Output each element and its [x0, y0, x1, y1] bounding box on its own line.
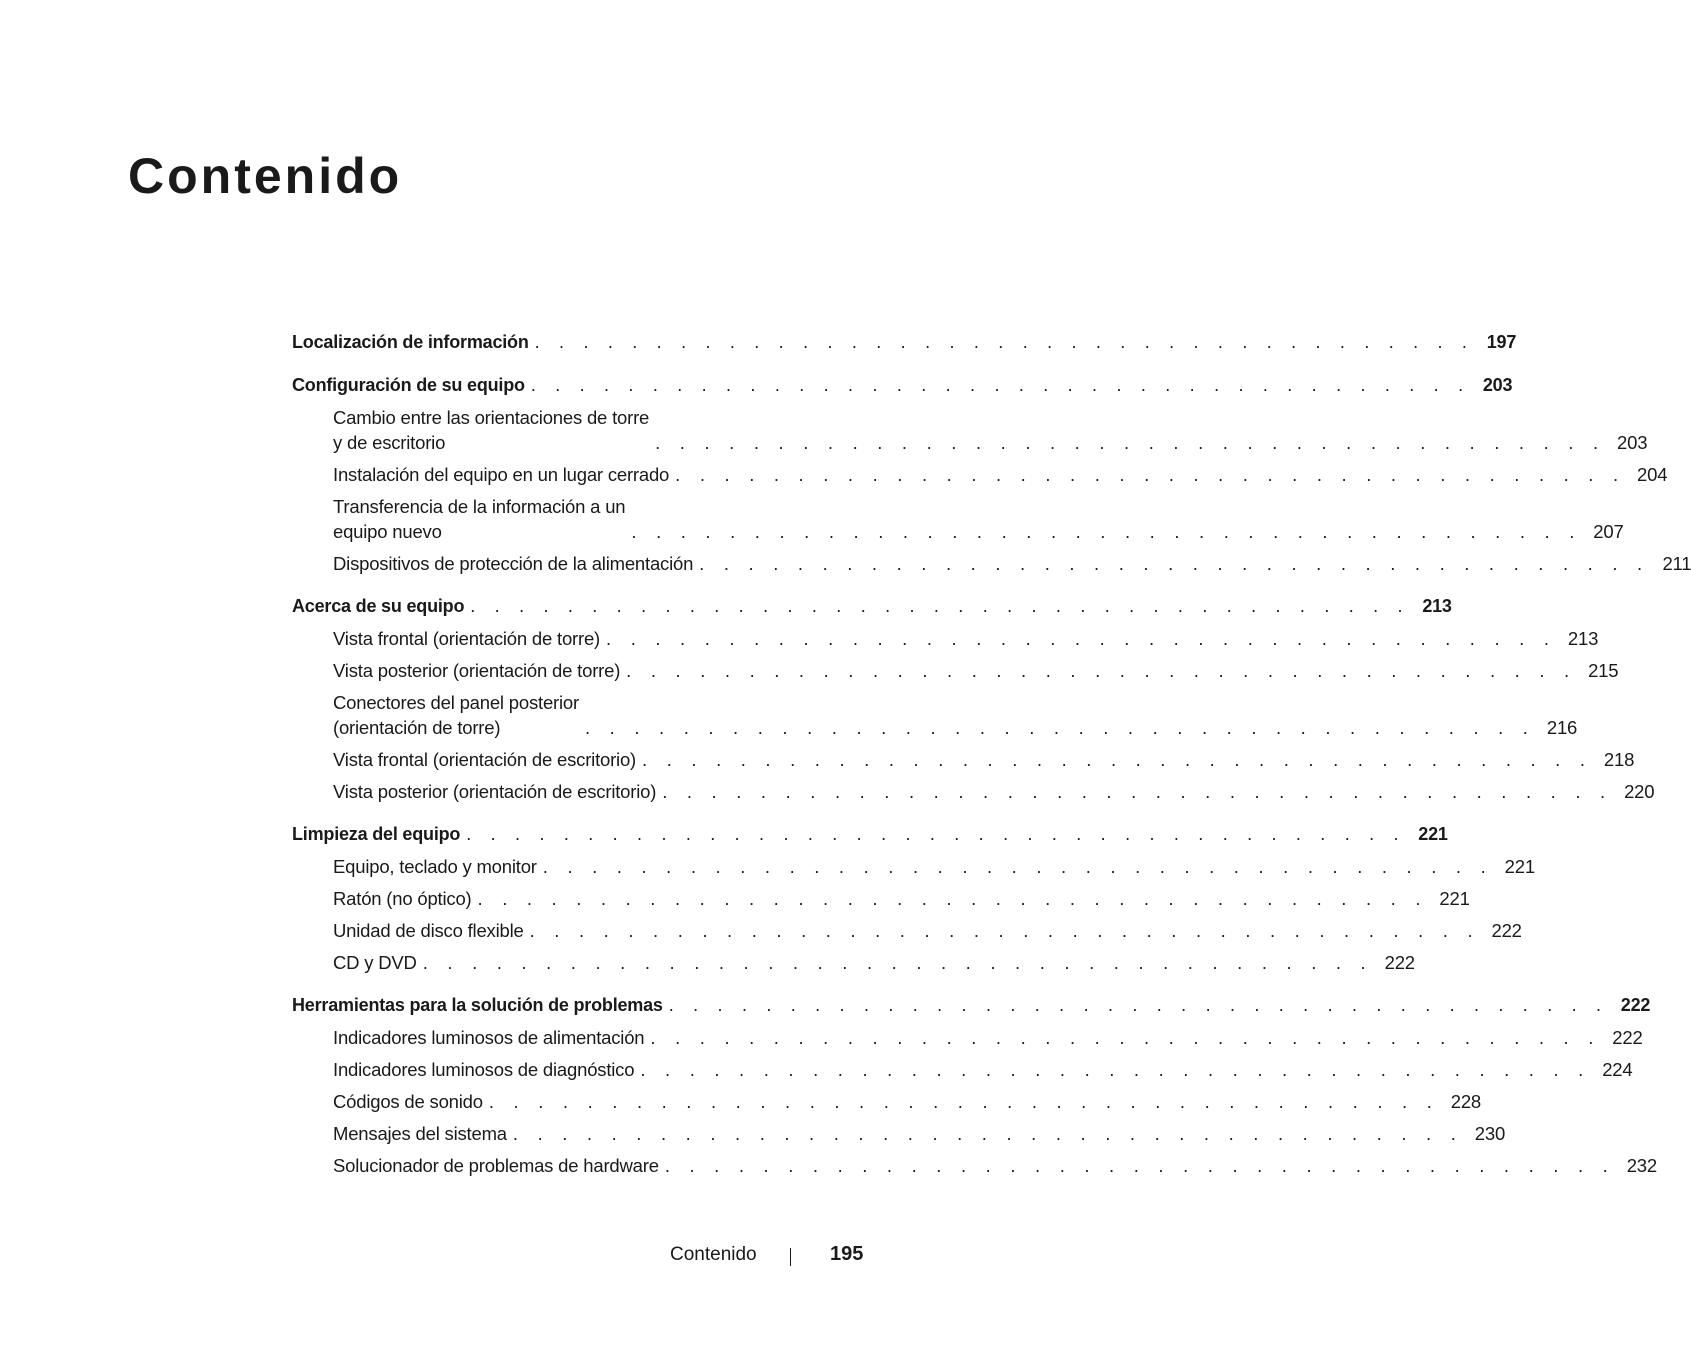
toc-page-number: 216: [1546, 717, 1578, 738]
toc-page-number: 221: [1418, 824, 1448, 844]
toc-entry[interactable]: [292, 1057, 1633, 1082]
toc-page-number: 203: [1617, 432, 1648, 453]
toc-entry[interactable]: [292, 626, 1599, 651]
footer-page-number: 195: [830, 1243, 864, 1265]
dot-leader: . . . . . . . . . . . . . . . . . . . . . . . . . . . . . . . . . . . . . . .: [664, 1155, 1615, 1176]
toc-entry-line: equipo nuevo: [333, 521, 442, 542]
toc-entry[interactable]: [292, 494, 1624, 544]
toc-page-number: 204: [1637, 464, 1668, 485]
toc-page-number: 211: [1662, 553, 1691, 574]
toc-entry[interactable]: [292, 690, 1578, 740]
toc-entry[interactable]: [292, 779, 1655, 804]
toc-entry[interactable]: [292, 658, 1619, 683]
dot-leader: . . . . . . . . . . . . . . . . . . . . . . . . . . . . . . . . . . . . . . .: [668, 995, 1609, 1015]
toc-entry-title: Ratón (no óptico): [333, 888, 472, 909]
toc-entry-title: [333, 690, 579, 740]
toc-page-number: 221: [1439, 888, 1470, 909]
toc-entry-title: Equipo, teclado y monitor: [333, 856, 537, 877]
toc-heading[interactable]: [292, 993, 1651, 1018]
toc-heading-title: Localización de información: [292, 332, 529, 352]
dot-leader: . . . . . . . . . . . . . . . . . . . . . . . . . . . . . . . . . . . . . . .: [631, 521, 1582, 542]
toc-entry-title: CD y DVD: [333, 952, 417, 973]
toc-entry-title: Indicadores luminosos de alimentación: [333, 1027, 645, 1048]
dot-leader: . . . . . . . . . . . . . . . . . . . . . . . . . . . . . . . . . . . . . . .: [626, 660, 1577, 681]
table-of-contents: [292, 330, 1691, 1196]
dot-leader: . . . . . . . . . . . . . . . . . . . . . . . . . . . . . . . . . . . . . . .: [534, 332, 1475, 352]
toc-heading-title: Acerca de su equipo: [292, 596, 465, 616]
toc-entry-line: Transferencia de la información a un: [333, 496, 626, 517]
dot-leader: . . . . . . . . . . . . . . . . . . . . . . . . . . . . . . . . . . . . . . .: [488, 1091, 1440, 1112]
dot-leader: . . . . . . . . . . . . . . . . . . . . . . . . . . . . . . . . . . . . . . .: [542, 856, 1493, 877]
toc-entry[interactable]: [292, 1025, 1643, 1050]
toc-entry[interactable]: [292, 950, 1415, 975]
toc-page-number: 230: [1474, 1123, 1506, 1144]
toc-entry-line: Cambio entre las orientaciones de torre: [333, 407, 650, 428]
toc-entry-title: Mensajes del sistema: [333, 1123, 507, 1144]
toc-section: [292, 993, 1657, 1178]
toc-heading[interactable]: [292, 330, 1517, 355]
dot-leader: . . . . . . . . . . . . . . . . . . . . . . . . . . . . . . . . . . . . . . .: [606, 628, 1557, 649]
toc-heading[interactable]: [292, 373, 1513, 398]
toc-entry-title: Solucionador de problemas de hardware: [333, 1155, 659, 1176]
toc-page-number: 221: [1504, 856, 1535, 877]
toc-page-number: 207: [1593, 521, 1624, 542]
toc-entry[interactable]: [292, 747, 1635, 772]
toc-entry[interactable]: [292, 854, 1535, 879]
dot-leader: . . . . . . . . . . . . . . . . . . . . . . . . . . . . . . . . . . . . . . .: [640, 1059, 1591, 1080]
toc-section: [292, 373, 1691, 576]
toc-section: [292, 594, 1655, 804]
toc-heading[interactable]: [292, 822, 1448, 847]
toc-entry-title: [333, 405, 649, 455]
toc-entry[interactable]: [292, 462, 1668, 487]
toc-section: [292, 330, 1517, 355]
toc-page-number: 224: [1602, 1059, 1633, 1080]
dot-leader: . . . . . . . . . . . . . . . . . . . . . . . . . . . . . . . . . . . . . . .: [512, 1123, 1464, 1144]
dot-leader: . . . . . . . . . . . . . . . . . . . . . . . . . . . . . . . . . . . . . . .: [422, 952, 1373, 973]
toc-page-number: 197: [1486, 332, 1517, 352]
toc-heading-title: Limpieza del equipo: [292, 824, 461, 844]
toc-page-number: 220: [1624, 781, 1655, 802]
toc-page-number: 222: [1491, 920, 1522, 941]
dot-leader: . . . . . . . . . . . . . . . . . . . . . . . . . . . . . . . . . . . . . . .: [655, 432, 1606, 453]
toc-entry[interactable]: [292, 1121, 1506, 1146]
dot-leader: . . . . . . . . . . . . . . . . . . . . . . . . . . . . . . . . . . . . . . .: [650, 1027, 1601, 1048]
toc-heading-title: Configuración de su equipo: [292, 375, 525, 395]
footer-label: Contenido: [670, 1244, 757, 1265]
page-title: Contenido: [128, 148, 403, 204]
toc-heading[interactable]: [292, 594, 1452, 619]
toc-page-number: 222: [1620, 995, 1651, 1015]
toc-section: [292, 822, 1535, 975]
toc-entry-title: Vista posterior (orientación de escritorio): [333, 781, 657, 802]
toc-page-number: 213: [1567, 628, 1599, 649]
toc-entry-title: Vista posterior (orientación de torre): [333, 660, 621, 681]
toc-entry[interactable]: [292, 551, 1691, 576]
toc-entry[interactable]: [292, 405, 1648, 455]
dot-leader: . . . . . . . . . . . . . . . . . . . . . . . . . . . . . . . . . . . . . . .: [530, 375, 1471, 395]
dot-leader: . . . . . . . . . . . . . . . . . . . . . . . . . . . . . . . . . . . . . . .: [675, 464, 1626, 485]
footer-divider: [790, 1248, 791, 1266]
toc-entry-title: Instalación del equipo en un lugar cerrado: [333, 464, 670, 485]
toc-page-number: 203: [1482, 375, 1513, 395]
toc-entry[interactable]: [292, 886, 1470, 911]
dot-leader: . . . . . . . . . . . . . . . . . . . . . . . . . . . . . . . . . . . . . . .: [477, 888, 1428, 909]
dot-leader: . . . . . . . . . . . . . . . . . . . . . . . . . . . . . . . . . . . . . . .: [642, 749, 1593, 770]
toc-page-number: 222: [1612, 1027, 1643, 1048]
dot-leader: . . . . . . . . . . . . . . . . . . . . . . . . . . . . . . . . . . . . . . .: [662, 781, 1613, 802]
toc-page-number: 228: [1450, 1091, 1482, 1112]
toc-entry[interactable]: [292, 1089, 1482, 1114]
toc-page-number: 218: [1603, 749, 1635, 770]
toc-page-number: 222: [1384, 952, 1415, 973]
dot-leader: . . . . . . . . . . . . . . . . . . . . . . . . . . . . . . . . . . . . . . .: [584, 717, 1536, 738]
toc-entry-title: [333, 494, 625, 544]
dot-leader: . . . . . . . . . . . . . . . . . . . . . . . . . . . . . . . . . . . . . . .: [529, 920, 1480, 941]
toc-page-number: 213: [1422, 596, 1452, 616]
toc-entry-title: Dispositivos de protección de la alimentación: [333, 553, 694, 574]
toc-entry-title: Vista frontal (orientación de torre): [333, 628, 601, 649]
toc-page-number: 232: [1626, 1155, 1657, 1176]
toc-entry-title: Indicadores luminosos de diagnóstico: [333, 1059, 635, 1080]
toc-entry-line: (orientación de torre): [333, 717, 501, 738]
dot-leader: . . . . . . . . . . . . . . . . . . . . . . . . . . . . . . . . . . . . . . .: [470, 596, 1410, 616]
toc-entry-line: y de escritorio: [333, 432, 446, 453]
toc-entry[interactable]: [292, 918, 1522, 943]
toc-page-number: 215: [1588, 660, 1619, 681]
toc-entry-title: Vista frontal (orientación de escritorio): [333, 749, 637, 770]
toc-entry-title: Códigos de sonido: [333, 1091, 483, 1112]
toc-entry[interactable]: [292, 1153, 1657, 1178]
toc-entry-line: Conectores del panel posterior: [333, 692, 579, 713]
dot-leader: . . . . . . . . . . . . . . . . . . . . . . . . . . . . . . . . . . . . . . .: [466, 824, 1406, 844]
toc-heading-title: Herramientas para la solución de problemas: [292, 995, 663, 1015]
toc-entry-title: Unidad de disco flexible: [333, 920, 524, 941]
dot-leader: . . . . . . . . . . . . . . . . . . . . . . . . . . . . . . . . . . . . . . .: [699, 553, 1650, 574]
